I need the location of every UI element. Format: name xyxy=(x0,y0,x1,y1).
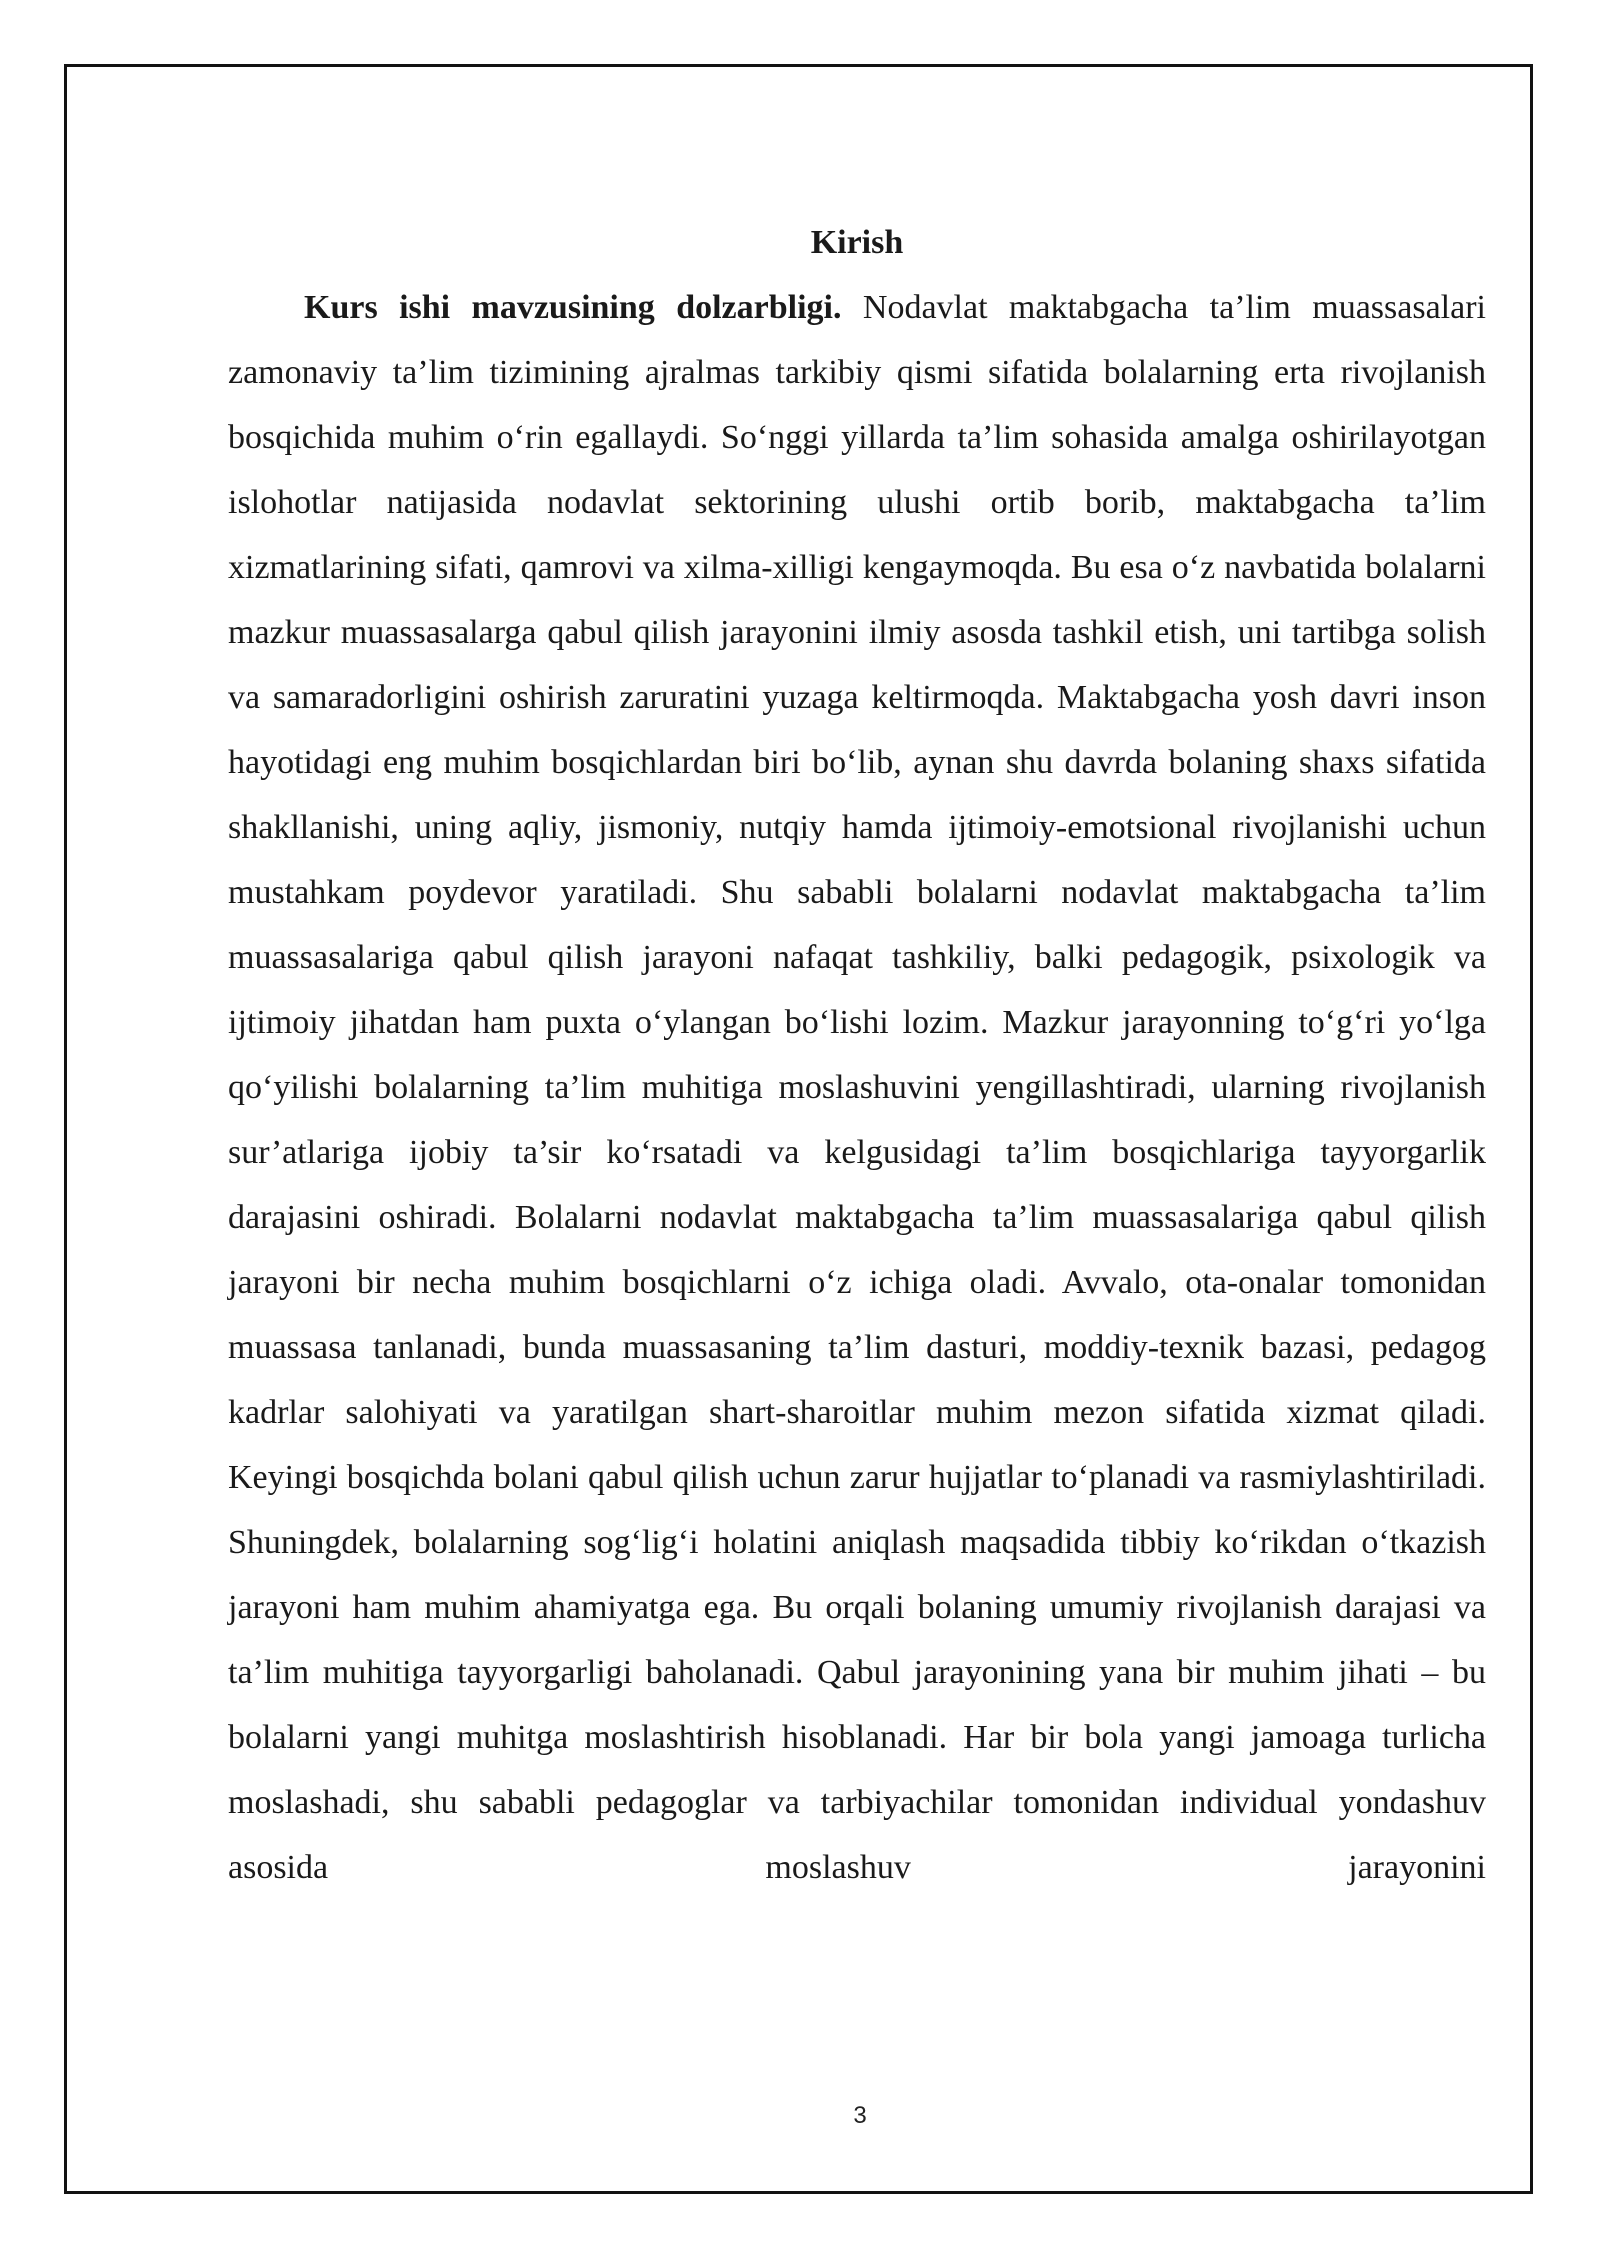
section-heading: Kirish xyxy=(810,224,904,261)
paragraph-text: Nodavlat maktabgacha ta’lim muassasalari zamonaviy ta’lim tizimining ajralmas tarkibiy qismi sifatida bolalarning erta rivojlanish bosqichida muhim o‘rin egallaydi. So‘nggi yillarda ta’lim sohasida amalga oshirilayotgan islohotlar natijasida nodavlat sektorining ulushi ortib borib, maktabgacha ta’lim xizmatlarining sifati, qamrovi va xilma-xilligi kengaymoqda. Bu esa o‘z navbatida bolalarni mazkur muassasalarga qabul qilish jarayonini ilmiy asosda tashkil etish, uni tartibga solish va samaradorligini oshirish zaruratini yuzaga keltirmoqda. Maktabgacha yosh davri inson hayotidagi eng muhim bosqichlardan biri bo‘lib, aynan shu davrda bolaning shaxs sifatida shakllanishi, uning aqliy, jismoniy, nutqiy hamda ijtimoiy-emotsional rivojlanishi uchun mustahkam poydevor yaratiladi. Shu sababli bolalarni nodavlat maktabgacha ta’lim muassasalariga qabul qilish jarayoni nafaqat tashkiliy, balki pedagogik, psixologik va ijtimoiy jihatdan ham puxta o‘ylangan bo‘lishi lozim. Mazkur jarayonning to‘g‘ri yo‘lga qo‘yilishi bolalarning ta’lim muhitiga moslashuvini yengillashtiradi, ularning rivojlanish sur’atlariga ijobiy ta’sir ko‘rsatadi va kelgusidagi ta’lim bosqichlariga tayyorgarlik darajasini oshiradi. Bolalarni nodavlat maktabgacha ta’lim muassasalariga qabul qilish jarayoni bir necha muhim bosqichlarni o‘z ichiga oladi. Avvalo, ota-onalar tomonidan muassasa tanlanadi, bunda muassasaning ta’lim dasturi, moddiy-texnik bazasi, pedagog kadrlar salohiyati va yaratilgan shart-sharoitlar muhim mezon sifatida xizmat qiladi. Keyingi bosqichda bolani qabul qilish uchun zarur hujjatlar to‘planadi va rasmiylashtiriladi. Shuningdek, bolalarning sog‘lig‘i holatini aniqlash maqsadida tibbiy ko‘rikdan o‘tkazish jarayoni ham muhim ahamiyatga ega. Bu orqali bolaning umumiy rivojlanish darajasi va ta’lim muhitiga tayyorgarligi baholanadi. Qabul jarayonining yana bir muhim jihati – bu bolalarni yangi muhitga moslashtirish hisoblanadi. Har bir bola yangi jamoaga turlicha moslashadi, shu sababli pedagoglar va tarbiyachilar tomonidan individual yondashuv asosida moslashuv jarayonini xyxy=(228,289,1486,1886)
paragraph-lead: Kurs ishi mavzusining dolzarbligi. xyxy=(304,289,842,326)
page-content xyxy=(228,210,1486,1900)
page-number xyxy=(0,2102,1600,2130)
body-paragraph xyxy=(228,275,1486,1900)
page-number-text: 3 xyxy=(853,2102,867,2129)
